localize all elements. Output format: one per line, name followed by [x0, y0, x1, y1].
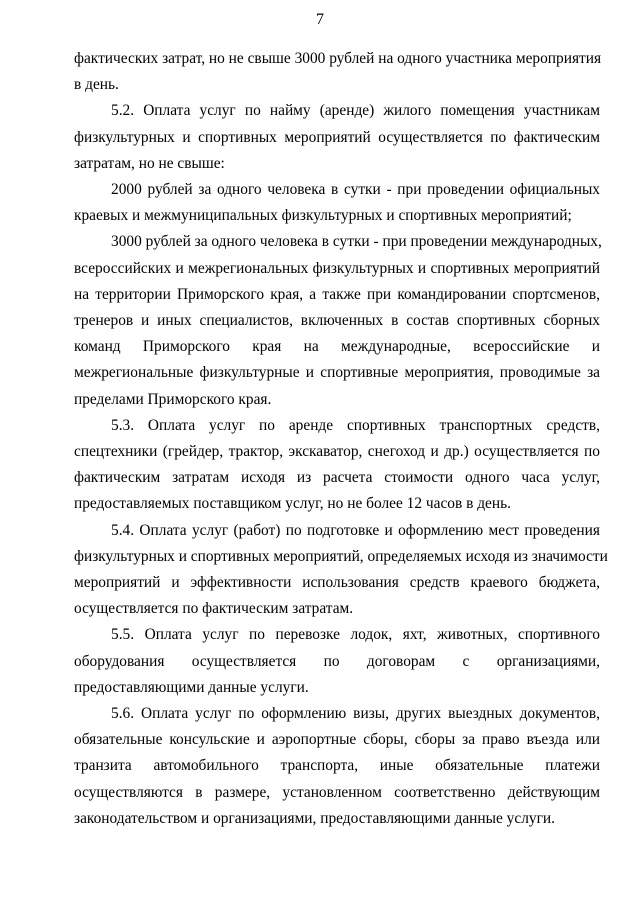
text-line: законодательством и организациями, предоставляющими данные услуги. [74, 809, 555, 827]
text-line: 5.3. Оплата услуг по аренде спортивных транспортных средств, [111, 416, 600, 434]
text-line: тренеров и иных специалистов, включенных в состав спортивных сборных [74, 312, 600, 330]
paragraph-5-5 [74, 622, 600, 701]
text-line: физкультурных и спортивных мероприятий, определяемых исходя из значимости [74, 547, 608, 565]
text-line: 5.5. Оплата услуг по перевозке лодок, яхт, животных, спортивного [111, 626, 600, 644]
text-line: 3000 рублей за одного человека в сутки - при проведении международных, [111, 233, 602, 251]
page-number: 7 [316, 11, 324, 28]
text-line: 2000 рублей за одного человека в сутки - при проведении официальных [111, 181, 600, 199]
paragraph-5-2 [74, 98, 600, 177]
text-line: 5.6. Оплата услуг по оформлению визы, других выездных документов, [111, 705, 600, 723]
text-line: физкультурных и спортивных мероприятий осуществляется по фактическим [74, 128, 600, 146]
paragraph-continuation [74, 46, 600, 98]
paragraph-5-6 [74, 701, 600, 832]
paragraph-5-4 [74, 518, 608, 623]
text-line: фактическим затратам исходя из расчета стоимости одного часа услуг, [74, 469, 600, 487]
text-line: транзита автомобильного транспорта, иные обязательные платежи [74, 757, 600, 775]
text-line: осуществляется по фактическим затратам. [74, 600, 354, 618]
text-line: осуществляются в размере, установленном соответственно действующим [74, 783, 600, 801]
text-line: команд Приморского края на международные, всероссийские и [74, 338, 600, 356]
paragraph-2000-rubles [74, 177, 600, 229]
text-line: всероссийских и межрегиональных физкультурных и спортивных мероприятий [74, 259, 600, 277]
text-line: спецтехники (грейдер, трактор, экскаватор, снегоход и др.) осуществляется по [74, 443, 600, 461]
text-line: краевых и межмуниципальных физкультурных и спортивных мероприятий; [74, 207, 572, 225]
paragraph-5-3 [74, 413, 600, 518]
text-line: мероприятий и эффективности использования средств краевого бюджета, [74, 574, 600, 592]
text-line: предоставляющими данные услуги. [74, 678, 309, 696]
text-line: фактических затрат, но не свыше 3000 рублей на одного участника мероприятия [74, 50, 602, 67]
text-line: в день. [74, 76, 119, 94]
text-line: межрегиональные физкультурные и спортивные мероприятия, проводимые за [74, 364, 600, 382]
text-line: 5.4. Оплата услуг (работ) по подготовке и оформлению мест проведения [111, 521, 600, 539]
text-line: 5.2. Оплата услуг по найму (аренде) жилого помещения участникам [111, 102, 600, 120]
document-body [74, 46, 608, 832]
text-line: пределами Приморского края. [74, 390, 272, 408]
text-line: обязательные консульские и аэропортные сборы, сборы за право въезда или [74, 731, 600, 749]
text-line: предоставляемых поставщиком услуг, но не более 12 часов в день. [74, 495, 511, 513]
text-line: оборудования осуществляется по договорам с организациями, [74, 652, 600, 670]
text-line: затратам, но не свыше: [74, 154, 225, 172]
text-line: на территории Приморского края, а также при командировании спортсменов, [74, 285, 600, 303]
paragraph-3000-rubles [74, 229, 600, 412]
